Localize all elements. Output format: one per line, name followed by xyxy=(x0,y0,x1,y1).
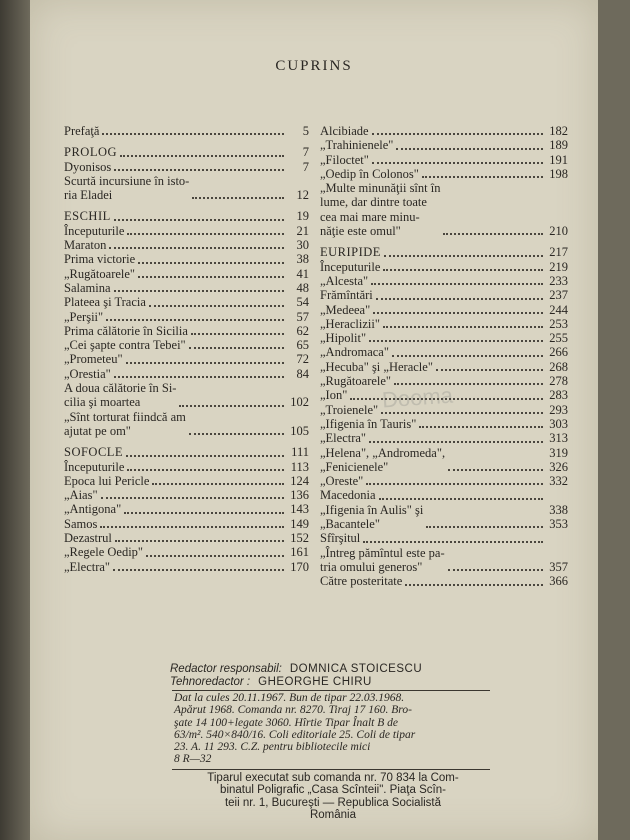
toc-entry xyxy=(64,324,309,338)
toc-entry-page: 293 xyxy=(549,402,568,417)
toc-entry-title: Începuturile xyxy=(64,223,125,238)
toc-entry xyxy=(64,474,309,488)
imprint-line: 23. A. 11 293. C.Z. pentru bibliotecile mici xyxy=(174,741,371,754)
toc-entry-page: 210 xyxy=(549,224,568,239)
toc-entry-page: 7 xyxy=(302,145,309,160)
page-title: CUPRINS xyxy=(275,58,353,74)
toc-entry xyxy=(64,410,309,439)
toc-entry-page: 189 xyxy=(549,138,568,153)
toc-entry xyxy=(64,460,309,474)
imprint-line: şate 14 100+legate 3060. Hîrtie Tipar Înalt B de xyxy=(174,716,399,729)
toc-entry xyxy=(320,317,568,331)
toc-entry-title: „Ifigenia în Aulis" şi „Bacantele" xyxy=(320,502,424,532)
toc-entry-title: „Rugătoarele" xyxy=(64,266,136,281)
toc-entry xyxy=(64,381,309,410)
dot-leader xyxy=(373,312,543,314)
toc-entry-page: 57 xyxy=(296,309,309,324)
toc-entry xyxy=(320,260,568,274)
toc-right-column xyxy=(320,124,568,589)
dot-leader xyxy=(392,355,543,357)
dot-leader xyxy=(126,362,284,364)
toc-entry-page: 113 xyxy=(290,459,309,474)
toc-entry-title: Dyonisos xyxy=(64,159,112,174)
toc-entry-page: 253 xyxy=(549,316,568,331)
dot-leader xyxy=(100,526,284,528)
toc-entry xyxy=(64,160,309,174)
dot-leader xyxy=(366,483,543,485)
toc-entry-title: „Filoctet" xyxy=(320,152,369,167)
dot-leader xyxy=(191,333,284,335)
toc-entry xyxy=(320,488,568,502)
toc-entry-title: „Prometeu" xyxy=(64,352,123,367)
toc-entry-title: „Cei şapte contra Tebei" xyxy=(64,338,186,353)
imprint-line: Apărut 1968. Comanda nr. 8270. Tiraj 17 160. Bro- xyxy=(174,704,412,717)
toc-entry xyxy=(320,417,568,431)
toc-entry xyxy=(64,367,309,381)
dot-leader xyxy=(381,412,543,414)
dot-leader xyxy=(448,469,543,471)
dot-leader xyxy=(146,555,284,557)
toc-entry-page: 217 xyxy=(549,245,568,260)
dot-leader xyxy=(383,269,543,271)
toc-entry-title: „Hipolit" xyxy=(320,331,367,346)
toc-entry-page: 19 xyxy=(296,209,309,224)
toc-entry-title: „Regele Oedip" xyxy=(64,545,144,560)
toc-entry xyxy=(320,124,568,138)
book-gutter-shadow xyxy=(0,0,30,840)
toc-entry xyxy=(64,545,309,559)
divider-middle xyxy=(172,769,490,770)
dot-leader xyxy=(350,398,543,400)
imprint-line: 8 R—32 xyxy=(174,753,212,766)
toc-entry xyxy=(320,303,568,317)
dot-leader xyxy=(376,298,543,300)
dot-leader xyxy=(179,405,284,407)
toc-entry xyxy=(320,274,568,288)
toc-entry-title: „Trahinienele" xyxy=(320,138,394,153)
toc-entry-page: 161 xyxy=(290,545,309,560)
dot-leader xyxy=(101,497,284,499)
divider-top xyxy=(172,690,490,691)
dot-leader xyxy=(419,426,543,428)
toc-entry-title: „Electra" xyxy=(64,559,111,574)
toc-entry xyxy=(320,331,568,345)
editor-name: DOMNICA STOICESCU xyxy=(289,663,423,675)
toc-entry xyxy=(64,338,309,352)
dot-leader xyxy=(372,162,543,164)
toc-entry-page: 268 xyxy=(549,359,568,374)
toc-entry-title: „Sînt torturat fiindcă am ajutat pe om" xyxy=(64,409,186,438)
toc-entry-title: Maraton xyxy=(64,238,107,253)
toc-entry xyxy=(320,345,568,359)
toc-entry-title: „Oedip în Colonos" xyxy=(320,166,419,181)
dot-leader xyxy=(124,512,284,514)
toc-section-heading xyxy=(320,245,568,259)
toc-entry-page: 338 353 xyxy=(549,502,568,532)
dot-leader xyxy=(127,233,284,235)
dot-leader xyxy=(443,233,543,235)
tech-editor-name: GHEORGHE CHIRU xyxy=(258,676,372,688)
toc-entry-page: 332 xyxy=(549,474,568,489)
editor-row xyxy=(170,663,530,676)
toc-entry xyxy=(320,474,568,488)
dot-leader xyxy=(369,340,543,342)
toc-entry-page: 191 xyxy=(549,152,568,167)
toc-entry xyxy=(64,238,309,252)
toc-entry-title: Samos xyxy=(64,516,98,531)
toc-entry-page: 72 xyxy=(296,352,309,367)
dot-leader xyxy=(138,276,284,278)
dot-leader xyxy=(152,483,284,485)
toc-entry-page: 198 xyxy=(549,166,568,181)
toc-entry-title: „Aias" xyxy=(64,488,98,503)
toc-entry xyxy=(64,352,309,366)
credits-block xyxy=(170,663,530,689)
toc-entry-page: 255 xyxy=(549,331,568,346)
toc-entry-page: 12 xyxy=(296,188,309,203)
toc-entry-page: 152 xyxy=(290,531,309,546)
toc-entry-title: „Heraclizii" xyxy=(320,316,380,331)
dot-leader xyxy=(114,169,284,171)
toc-entry-title: Plateea şi Tracia xyxy=(64,295,146,310)
toc-entry-page: 233 xyxy=(549,273,568,288)
dot-leader xyxy=(369,441,543,443)
dot-leader xyxy=(126,455,284,457)
toc-entry-page: 5 xyxy=(302,124,309,138)
toc-entry-title: Macedonia xyxy=(320,488,376,503)
toc-entry xyxy=(320,388,568,402)
toc-entry xyxy=(64,502,309,516)
toc-entry-page: 357 xyxy=(549,559,568,574)
toc-entry xyxy=(64,224,309,238)
toc-entry-page: 102 xyxy=(290,395,309,410)
toc-entry-title: Către posteritate xyxy=(320,574,403,589)
dot-leader xyxy=(448,569,543,571)
toc-entry xyxy=(64,124,309,138)
toc-entry-title: Începuturile xyxy=(64,459,125,474)
toc-entry-title: „Andromaca" xyxy=(320,345,389,360)
watermark: Dooma xyxy=(381,382,454,413)
printer-line: Tiparul executat sub comanda nr. 70 834 la Com- xyxy=(207,772,459,784)
toc-entry-page: 266 xyxy=(549,345,568,360)
dot-leader xyxy=(138,262,284,264)
toc-entry-title: „Troienele" xyxy=(320,402,379,417)
toc-entry-page: 244 xyxy=(549,302,568,317)
toc-entry xyxy=(64,281,309,295)
toc-entry xyxy=(64,488,309,502)
dot-leader xyxy=(371,283,543,285)
toc-entry xyxy=(320,574,568,588)
toc-entry xyxy=(320,138,568,152)
toc-entry-title: „Antigona" xyxy=(64,502,122,517)
toc-entry-title: „Ion" xyxy=(320,388,348,403)
toc-entry-title: „Helena", „Andromeda", „Fenicienele" xyxy=(320,445,446,474)
toc-entry-page: 136 xyxy=(290,488,309,503)
toc-entry xyxy=(64,310,309,324)
dot-leader xyxy=(149,305,284,307)
toc-entry-title: Frămîntări xyxy=(320,288,373,303)
toc-entry-title: „Multe minunăţii sînt în lume, dar dintre toate cea mai mare minu- năţie este omul" xyxy=(320,181,441,239)
toc-entry-title: EURIPIDE xyxy=(320,245,381,260)
dot-leader xyxy=(113,569,284,571)
toc-entry-title: Sfîrşitul xyxy=(320,531,361,546)
toc-entry xyxy=(64,174,309,203)
toc-entry-title: Epoca lui Pericle xyxy=(64,473,150,488)
toc-entry xyxy=(320,431,568,445)
toc-entry-page: 219 xyxy=(549,259,568,274)
toc-entry-page: 48 xyxy=(296,280,309,295)
toc-entry-page: 21 xyxy=(296,223,309,238)
tech-editor-row xyxy=(170,676,530,689)
toc-entry-page: 366 xyxy=(549,574,568,589)
toc-section-heading xyxy=(64,145,309,159)
toc-entry-page: 62 xyxy=(296,323,309,338)
dot-leader xyxy=(114,219,284,221)
imprint-line: Dat la cules 20.11.1967. Bun de tipar 22.03.1968. xyxy=(174,692,405,704)
dot-leader xyxy=(109,247,284,249)
toc-entry xyxy=(64,252,309,266)
toc-entry xyxy=(320,181,568,238)
toc-entry xyxy=(320,531,568,545)
toc-entry-page: 54 xyxy=(296,295,309,310)
dot-leader xyxy=(114,290,284,292)
toc-entry-title: PROLOG xyxy=(64,145,118,160)
dot-leader xyxy=(396,148,543,150)
dot-leader xyxy=(114,376,284,378)
toc-entry-title: „Orestia" xyxy=(64,366,111,381)
dot-leader xyxy=(426,526,543,528)
toc-entry-title: Prima călătorie în Sicilia xyxy=(64,323,188,338)
toc-entry-page: 30 xyxy=(296,238,309,253)
dot-leader xyxy=(120,155,284,157)
toc-entry xyxy=(320,446,568,475)
toc-entry xyxy=(320,288,568,302)
toc-entry-page: 182 xyxy=(549,124,568,138)
toc-entry-title: Alcibiade xyxy=(320,124,369,138)
editor-label: Redactor responsabil: xyxy=(170,663,282,675)
toc-entry-page: 84 xyxy=(296,366,309,381)
toc-entry-title: „Alcesta" xyxy=(320,273,369,288)
toc-entry-page: 143 xyxy=(290,502,309,517)
toc-entry-title: Prima victorie xyxy=(64,252,136,267)
toc-entry-title: „Întreg pămîntul este pa- tria omului generos" xyxy=(320,545,445,574)
toc-entry-title: ESCHIL xyxy=(64,209,111,224)
dot-leader xyxy=(372,133,543,135)
toc-entry-page: 7 xyxy=(302,159,309,174)
toc-entry-page: 319 326 xyxy=(549,445,568,474)
toc-entry-title: SOFOCLE xyxy=(64,445,124,460)
toc-entry-title: „Medeea" xyxy=(320,302,371,317)
dot-leader xyxy=(127,469,284,471)
dot-leader xyxy=(422,176,543,178)
toc-entry-title: A doua călătorie în Si- cilia şi moartea xyxy=(64,381,177,410)
toc-entry-title: Dezastrul xyxy=(64,531,112,546)
printer-line: teii nr. 1, Bucureşti — Republica Socialistă xyxy=(224,796,442,809)
toc-entry xyxy=(64,295,309,309)
toc-entry xyxy=(64,531,309,545)
toc-entry-title: Scurtă incursiune în isto- ria Eladei xyxy=(64,173,190,203)
dot-leader xyxy=(115,540,284,542)
toc-section-heading xyxy=(64,209,309,223)
toc-entry-page: 124 xyxy=(290,473,309,488)
toc-entry xyxy=(320,403,568,417)
toc-entry-page: 303 xyxy=(549,416,568,431)
dot-leader xyxy=(379,498,543,500)
toc-section-heading xyxy=(64,445,309,459)
dot-leader xyxy=(363,541,543,543)
toc-entry-title: „Ifigenia în Tauris" xyxy=(320,416,417,431)
toc-entry-title: „Perşii" xyxy=(64,309,104,324)
toc-entry xyxy=(320,153,568,167)
toc-entry xyxy=(320,360,568,374)
toc-entry-page: 313 xyxy=(549,431,568,446)
toc-entry-page: 278 xyxy=(549,374,568,389)
toc-entry-page: 38 xyxy=(296,252,309,267)
printer-line: binatul Poligrafic „Casa Scînteii". Piaţa Scîn- xyxy=(220,784,446,797)
toc-entry-page: 105 xyxy=(290,423,309,438)
toc-entry-page: 170 xyxy=(290,559,309,574)
toc-entry xyxy=(320,503,568,532)
toc-entry xyxy=(64,517,309,531)
toc-entry-page: 111 xyxy=(291,445,309,460)
printer-block xyxy=(174,772,492,821)
dot-leader xyxy=(189,433,284,435)
dot-leader xyxy=(192,197,284,199)
dot-leader xyxy=(189,347,284,349)
dot-leader xyxy=(106,319,284,321)
tech-editor-label: Tehnoredactor : xyxy=(170,676,251,688)
toc-entry-page: 41 xyxy=(296,266,309,281)
toc-entry-title: „Electra" xyxy=(320,431,367,446)
dot-leader xyxy=(436,369,543,371)
toc-entry xyxy=(64,560,309,574)
dot-leader xyxy=(394,383,543,385)
imprint-line: 63/m². 540×840/16. Coli editoriale 25. Coli de tipar xyxy=(174,728,416,741)
toc-entry-page: 283 xyxy=(549,388,568,403)
toc-entry-title: „Hecuba" şi „Heracle" xyxy=(320,359,433,374)
toc-entry-page: 149 xyxy=(290,516,309,531)
toc-entry-title: Salamina xyxy=(64,280,111,295)
toc-entry xyxy=(64,267,309,281)
toc-entry xyxy=(320,546,568,575)
toc-entry-title: Începuturile xyxy=(320,259,381,274)
printer-line: România xyxy=(309,808,357,821)
dot-leader xyxy=(384,255,543,257)
toc-entry-page: 65 xyxy=(296,338,309,353)
toc-entry-title: „Oreste" xyxy=(320,474,364,489)
dot-leader xyxy=(405,584,543,586)
dot-leader xyxy=(102,133,284,135)
dot-leader xyxy=(383,326,543,328)
toc-entry xyxy=(320,167,568,181)
toc-left-column xyxy=(64,124,309,574)
toc-entry xyxy=(320,374,568,388)
imprint-block xyxy=(174,692,492,766)
toc-entry-title: Prefaţă xyxy=(64,124,100,138)
toc-entry-title: „Rugătoarele" xyxy=(320,374,392,389)
toc-entry-page: 237 xyxy=(549,288,568,303)
